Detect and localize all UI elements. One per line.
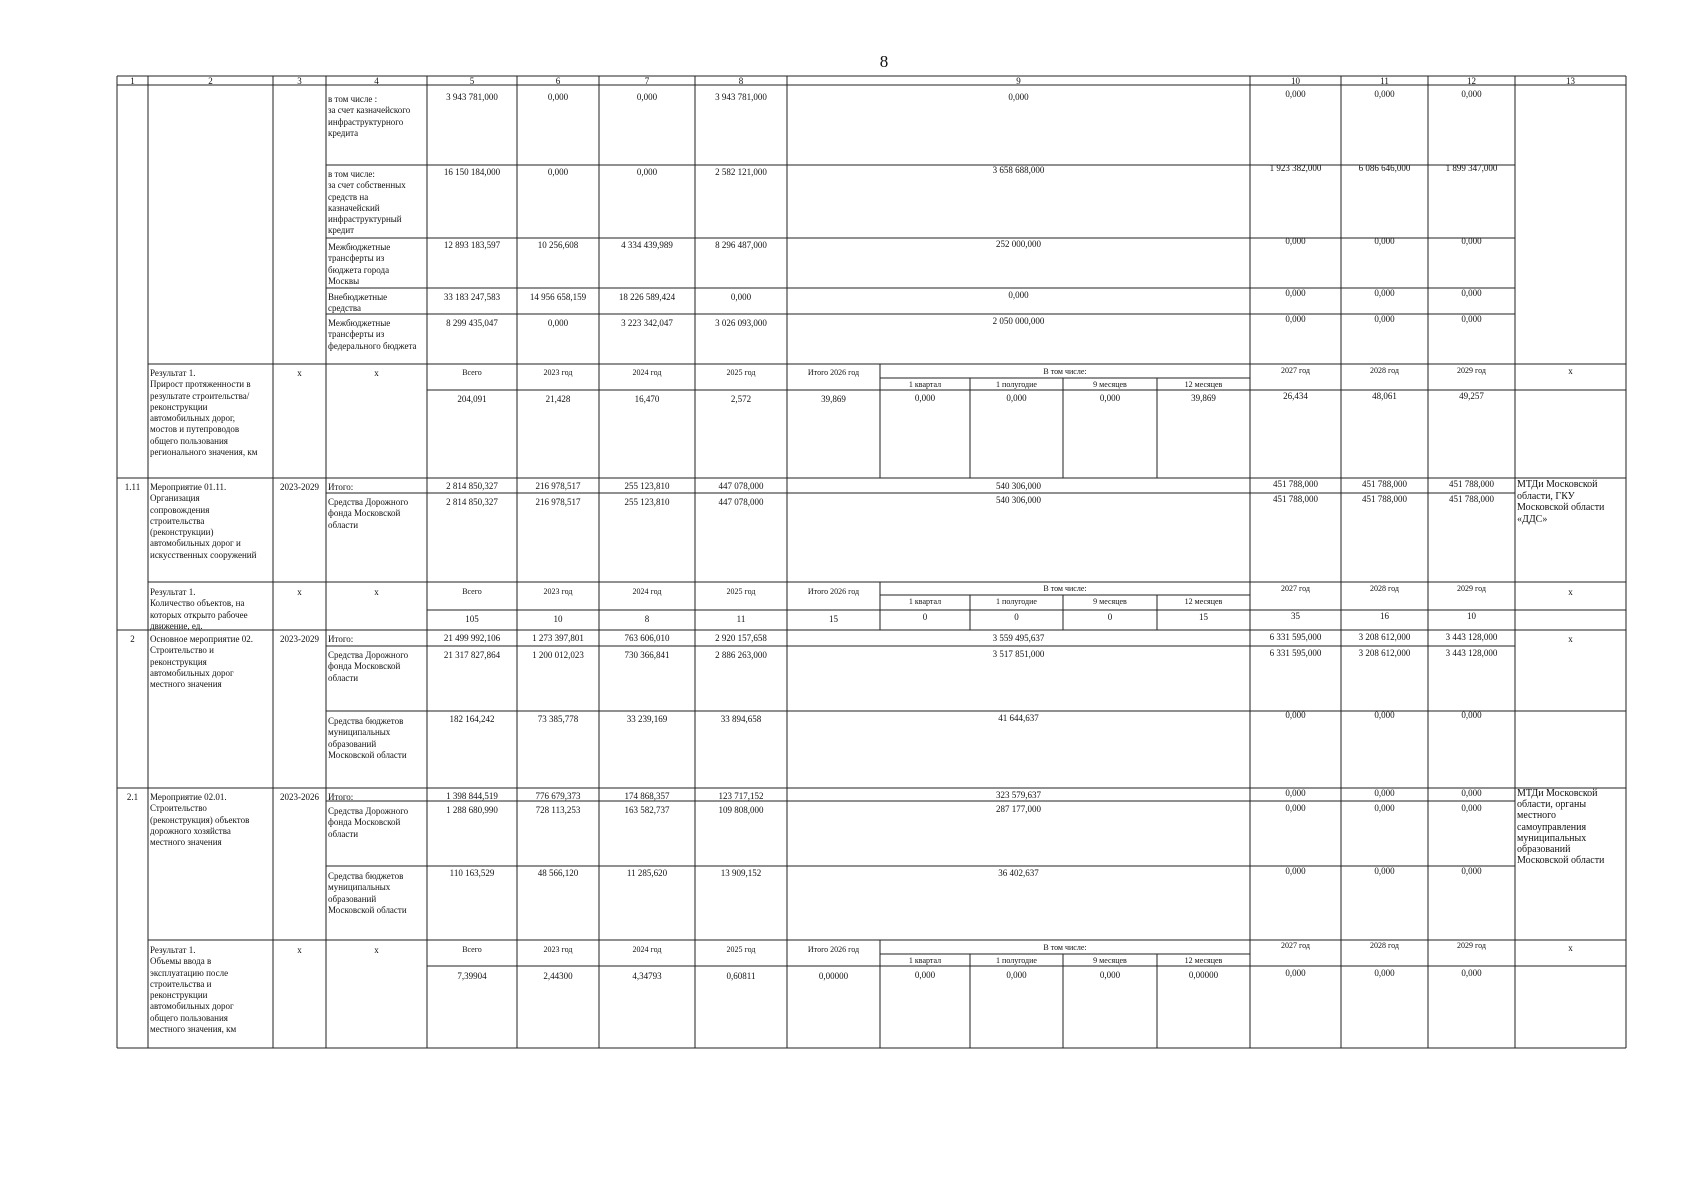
cell-c8: 33 894,658 [720, 714, 762, 724]
cell-c11: 0,000 [1374, 788, 1395, 798]
measure-name: Мероприятие 02.01. Строительство (реконструкция) объектов дорожного хозяйства местного значения [150, 792, 250, 848]
val-q1: 0,000 [914, 393, 936, 403]
cell-c6: 73 385,778 [537, 714, 579, 724]
hdr-incl: В том числе: [1043, 367, 1087, 376]
hdr-h1: 1 полугодие [996, 956, 1037, 965]
cell-c5: 33 183 247,583 [443, 292, 501, 302]
cell-c7: 255 123,810 [624, 497, 670, 507]
cell-c12: 0,000 [1461, 288, 1482, 298]
cell-c12: 0,000 [1461, 866, 1482, 876]
val-total-2026: 39,869 [821, 394, 846, 404]
hdr-total: Всего [462, 587, 482, 596]
val-total: 7,39904 [457, 971, 487, 981]
hdr-2025: 2025 год [726, 945, 756, 954]
source-label: Итого: [328, 792, 354, 802]
cell-c7: 18 226 589,424 [618, 292, 676, 302]
cell-c6: 0,000 [547, 318, 569, 328]
col-num-3: 3 [297, 76, 302, 86]
source-label: Средства Дорожного фонда Московской области [328, 497, 409, 530]
cell-c10: 451 788,000 [1273, 494, 1318, 504]
cell-c5: 1 398 844,519 [446, 791, 498, 801]
x-mark: х [374, 368, 379, 378]
x-mark: х [1568, 943, 1573, 953]
cell-c11: 0,000 [1374, 314, 1395, 324]
val-2023: 2,44300 [543, 971, 573, 981]
val-m12: 0,00000 [1188, 970, 1219, 980]
val-h1: 0 [1014, 612, 1019, 622]
col-num-9: 9 [1016, 76, 1021, 86]
x-mark: х [374, 945, 379, 955]
cell-c6: 0,000 [547, 167, 569, 177]
cell-c11: 3 208 612,000 [1358, 648, 1411, 658]
col-num-13: 13 [1566, 76, 1575, 86]
cell-c6: 776 679,373 [535, 791, 581, 801]
cell-c12: 0,000 [1461, 314, 1482, 324]
cell-c12: 0,000 [1461, 788, 1482, 798]
hdr-2027: 2027 год [1281, 366, 1310, 375]
cell-c10: 0,000 [1285, 866, 1306, 876]
hdr-2027: 2027 год [1281, 584, 1310, 593]
source-label: Межбюджетные трансферты из федерального бюджета [328, 318, 417, 351]
cell-c12: 0,000 [1461, 710, 1482, 720]
cell-c9: 36 402,637 [998, 868, 1039, 878]
cell-c11: 6 086 646,000 [1358, 163, 1411, 173]
val-q1: 0,000 [914, 970, 936, 980]
cell-c8: 2 920 157,658 [715, 633, 767, 643]
source-label: в том числе : за счет казначейского инфраструктурного кредита [328, 94, 411, 138]
cell-c5: 3 943 781,000 [446, 92, 498, 102]
row-number: 1.11 [124, 482, 141, 492]
cell-c5: 21 317 827,864 [443, 650, 501, 660]
cell-c5: 12 893 183,597 [443, 240, 501, 250]
cell-c11: 451 788,000 [1362, 479, 1407, 489]
cell-c7: 163 582,737 [624, 805, 670, 815]
val-h1: 0,000 [1006, 393, 1027, 403]
cell-c5: 16 150 184,000 [443, 167, 501, 177]
hdr-2024: 2024 год [632, 945, 662, 954]
x-mark: х [297, 368, 302, 378]
x-mark: х [1568, 587, 1573, 597]
source-label: Средства Дорожного фонда Московской области [328, 806, 409, 839]
val-m12: 39,869 [1191, 393, 1216, 403]
hdr-2029: 2029 год [1457, 941, 1486, 950]
measure-name: Основное мероприятие 02. Строительство и реконструкция автомобильных дорог местного значения [150, 634, 253, 690]
x-mark: х [297, 587, 302, 597]
val-2027: 26,434 [1283, 391, 1308, 401]
cell-c10: 0,000 [1285, 236, 1306, 246]
cell-c9: 41 644,637 [998, 713, 1039, 723]
cell-c12: 3 443 128,000 [1445, 648, 1498, 658]
row-number: 2.1 [126, 792, 139, 802]
cell-c11: 0,000 [1374, 236, 1395, 246]
cell-c11: 3 208 612,000 [1358, 632, 1411, 642]
x-mark: х [1568, 366, 1573, 376]
cell-c9: 540 306,000 [996, 481, 1041, 491]
cell-c12: 0,000 [1461, 236, 1482, 246]
cell-c5: 1 288 680,990 [446, 805, 498, 815]
cell-c5: 110 163,529 [449, 868, 495, 878]
cell-c10: 1 923 382,000 [1269, 163, 1322, 173]
cell-c11: 0,000 [1374, 866, 1395, 876]
hdr-2025: 2025 год [726, 587, 756, 596]
col-num-7: 7 [644, 76, 650, 86]
val-2027: 35 [1291, 611, 1300, 621]
col-num-1: 1 [130, 76, 135, 86]
hdr-2029: 2029 год [1457, 584, 1486, 593]
col-num-4: 4 [374, 76, 379, 86]
cell-c7: 255 123,810 [624, 481, 670, 491]
cell-c11: 0,000 [1374, 710, 1395, 720]
val-m9: 0,000 [1099, 970, 1121, 980]
col-num-5: 5 [469, 76, 475, 86]
cell-c8: 2 886 263,000 [715, 650, 767, 660]
hdr-2023: 2023 год [543, 587, 573, 596]
cell-c10: 6 331 595,000 [1269, 632, 1322, 642]
cell-c6: 216 978,517 [535, 481, 581, 491]
cell-c9: 0,000 [1008, 92, 1029, 102]
source-label: Средства бюджетов муниципальных образований Московской области [328, 716, 407, 760]
cell-c8: 0,000 [730, 292, 752, 302]
hdr-2029: 2029 год [1457, 366, 1486, 375]
hdr-q1: 1 квартал [908, 597, 942, 606]
hdr-m12: 12 месяцев [1184, 956, 1223, 965]
cell-c10: 0,000 [1285, 314, 1306, 324]
hdr-m9: 9 месяцев [1093, 597, 1127, 606]
hdr-2028: 2028 год [1370, 941, 1399, 950]
val-2025: 11 [736, 614, 746, 624]
val-2024: 4,34793 [632, 971, 662, 981]
hdr-m9: 9 месяцев [1093, 956, 1127, 965]
cell-c10: 0,000 [1285, 788, 1306, 798]
cell-c10: 6 331 595,000 [1269, 648, 1322, 658]
hdr-m9: 9 месяцев [1093, 380, 1127, 389]
source-label: Внебюджетные средства [328, 292, 388, 314]
hdr-h1: 1 полугодие [996, 597, 1037, 606]
executor: х [1568, 634, 1573, 644]
col-num-12: 12 [1467, 76, 1476, 86]
hdr-2024: 2024 год [632, 587, 662, 596]
val-m9: 0,000 [1099, 393, 1121, 403]
cell-c11: 0,000 [1374, 288, 1395, 298]
val-total-2026: 15 [829, 614, 838, 624]
cell-c6: 14 956 658,159 [529, 292, 587, 302]
row-number: 2 [130, 634, 135, 644]
val-total: 105 [465, 614, 479, 624]
cell-c7: 3 223 342,047 [621, 318, 673, 328]
hdr-2027: 2027 год [1281, 941, 1310, 950]
cell-c11: 0,000 [1374, 803, 1395, 813]
hdr-m12: 12 месяцев [1184, 597, 1223, 606]
cell-c8: 447 078,000 [718, 497, 764, 507]
cell-c7: 33 239,169 [626, 714, 668, 724]
cell-c7: 763 606,010 [624, 633, 670, 643]
cell-c7: 0,000 [636, 92, 658, 102]
val-total: 204,091 [457, 394, 487, 404]
cell-c6: 0,000 [547, 92, 569, 102]
hdr-total: Всего [462, 368, 482, 377]
cell-c8: 8 296 487,000 [715, 240, 767, 250]
source-label: в том числе: за счет собственных средств на казначейский инфраструктурный кредит [328, 169, 406, 236]
hdr-2028: 2028 год [1370, 584, 1399, 593]
val-total-2026: 0,00000 [818, 971, 849, 981]
cell-c12: 0,000 [1461, 803, 1482, 813]
cell-c7: 0,000 [636, 167, 658, 177]
cell-c7: 174 868,357 [624, 791, 670, 801]
page-number: 8 [879, 52, 889, 71]
cell-c9: 3 658 688,000 [992, 165, 1045, 175]
cell-c8: 13 909,152 [720, 868, 762, 878]
hdr-2025: 2025 год [726, 368, 756, 377]
col-num-6: 6 [555, 76, 561, 86]
hdr-total: Всего [462, 945, 482, 954]
result-name: Результат 1. Объемы ввода в эксплуатацию после строительства и реконструкции автомобильных дорог общего пользования местного значения, км [150, 945, 237, 1035]
hdr-h1: 1 полугодие [996, 380, 1037, 389]
result-name: Результат 1. Прирост протяженности в результате строительства/ реконструкции автомобильных дорог, мостов и путепроводов общего пользования регионального значения, км [150, 368, 258, 458]
val-2028: 48,061 [1372, 391, 1397, 401]
result-name: Результат 1. Количество объектов, на которых открыто рабочее движение, ед. [150, 587, 248, 631]
val-2024: 16,470 [634, 394, 660, 404]
hdr-incl: В том числе: [1043, 943, 1087, 952]
cell-c7: 4 334 439,989 [621, 240, 673, 250]
source-label: Итого: [328, 634, 354, 644]
cell-c5: 21 499 992,106 [443, 633, 501, 643]
hdr-m12: 12 месяцев [1184, 380, 1223, 389]
cell-c9: 540 306,000 [996, 495, 1041, 505]
val-2029: 10 [1467, 611, 1476, 621]
cell-c8: 3 943 781,000 [715, 92, 767, 102]
hdr-q1: 1 квартал [908, 956, 942, 965]
period: 2023-2026 [280, 792, 319, 802]
executor: МТДи Московской области, ГКУ Московской области «ДДС» [1517, 479, 1605, 525]
val-h1: 0,000 [1006, 970, 1027, 980]
val-q1: 0 [922, 612, 928, 622]
cell-c9: 3 517 851,000 [992, 649, 1045, 659]
val-2023: 10 [553, 614, 563, 624]
cell-c7: 730 366,841 [624, 650, 670, 660]
hdr-total-2026: Итого 2026 год [807, 945, 860, 954]
cell-c12: 0,000 [1461, 89, 1482, 99]
hdr-incl: В том числе: [1043, 584, 1087, 593]
cell-c8: 123 717,152 [718, 791, 764, 801]
x-mark: х [297, 945, 302, 955]
hdr-2028: 2028 год [1370, 366, 1399, 375]
val-2025: 2,572 [730, 394, 752, 404]
col-num-10: 10 [1291, 76, 1300, 86]
period: 2023-2029 [280, 634, 319, 644]
source-label: Итого: [328, 482, 354, 492]
period: 2023-2029 [280, 482, 319, 492]
hdr-2023: 2023 год [543, 945, 573, 954]
cell-c11: 451 788,000 [1362, 494, 1407, 504]
val-2029: 0,000 [1461, 968, 1482, 978]
val-2025: 0,60811 [726, 971, 756, 981]
cell-c10: 0,000 [1285, 710, 1306, 720]
cell-c5: 2 814 850,327 [446, 481, 498, 491]
col-num-2: 2 [208, 76, 213, 86]
val-2028: 16 [1380, 611, 1389, 621]
x-mark: х [374, 587, 379, 597]
cell-c10: 451 788,000 [1273, 479, 1318, 489]
val-m12: 15 [1199, 612, 1208, 622]
col-num-11: 11 [1380, 76, 1389, 86]
val-2024: 8 [644, 614, 650, 624]
cell-c12: 451 788,000 [1449, 479, 1494, 489]
executor: МТДи Московской области, органы местного самоуправления муниципальных образований Московской области [1517, 788, 1605, 867]
val-2023: 21,428 [545, 394, 571, 404]
source-label: Средства бюджетов муниципальных образований Московской области [328, 871, 407, 915]
cell-c12: 451 788,000 [1449, 494, 1494, 504]
source-label: Средства Дорожного фонда Московской области [328, 650, 409, 683]
cell-c6: 48 566,120 [537, 868, 579, 878]
cell-c10: 0,000 [1285, 803, 1306, 813]
col-num-8: 8 [738, 76, 744, 86]
val-2029: 49,257 [1459, 391, 1484, 401]
measure-name: Мероприятие 01.11. Организация сопровождения строительства (реконструкции) автомобильных дорог и искусственных сооружений [150, 482, 257, 560]
cell-c8: 3 026 093,000 [715, 318, 767, 328]
cell-c12: 3 443 128,000 [1445, 632, 1498, 642]
cell-c9: 0,000 [1008, 290, 1029, 300]
hdr-total-2026: Итого 2026 год [807, 587, 860, 596]
cell-c6: 216 978,517 [535, 497, 581, 507]
cell-c12: 1 899 347,000 [1445, 163, 1498, 173]
source-label: Межбюджетные трансферты из бюджета города Москвы [328, 242, 391, 286]
hdr-q1: 1 квартал [908, 380, 942, 389]
cell-c7: 11 285,620 [626, 868, 668, 878]
hdr-total-2026: Итого 2026 год [807, 368, 860, 377]
cell-c11: 0,000 [1374, 89, 1395, 99]
val-m9: 0 [1107, 612, 1113, 622]
cell-c9: 3 559 495,637 [992, 633, 1045, 643]
cell-c10: 0,000 [1285, 89, 1306, 99]
cell-c9: 287 177,000 [996, 804, 1041, 814]
hdr-2024: 2024 год [632, 368, 662, 377]
cell-c6: 728 113,253 [535, 805, 581, 815]
cell-c5: 8 299 435,047 [446, 318, 498, 328]
cell-c9: 323 579,637 [996, 790, 1041, 800]
cell-c6: 1 200 012,023 [532, 650, 584, 660]
hdr-2023: 2023 год [543, 368, 573, 377]
cell-c5: 182 164,242 [449, 714, 495, 724]
cell-c8: 447 078,000 [718, 481, 764, 491]
val-2027: 0,000 [1285, 968, 1306, 978]
cell-c8: 109 808,000 [718, 805, 764, 815]
cell-c6: 10 256,608 [537, 240, 579, 250]
cell-c9: 2 050 000,000 [992, 316, 1045, 326]
cell-c10: 0,000 [1285, 288, 1306, 298]
val-2028: 0,000 [1374, 968, 1395, 978]
cell-c9: 252 000,000 [996, 239, 1041, 249]
cell-c8: 2 582 121,000 [715, 167, 767, 177]
cell-c5: 2 814 850,327 [446, 497, 498, 507]
cell-c6: 1 273 397,801 [532, 633, 584, 643]
